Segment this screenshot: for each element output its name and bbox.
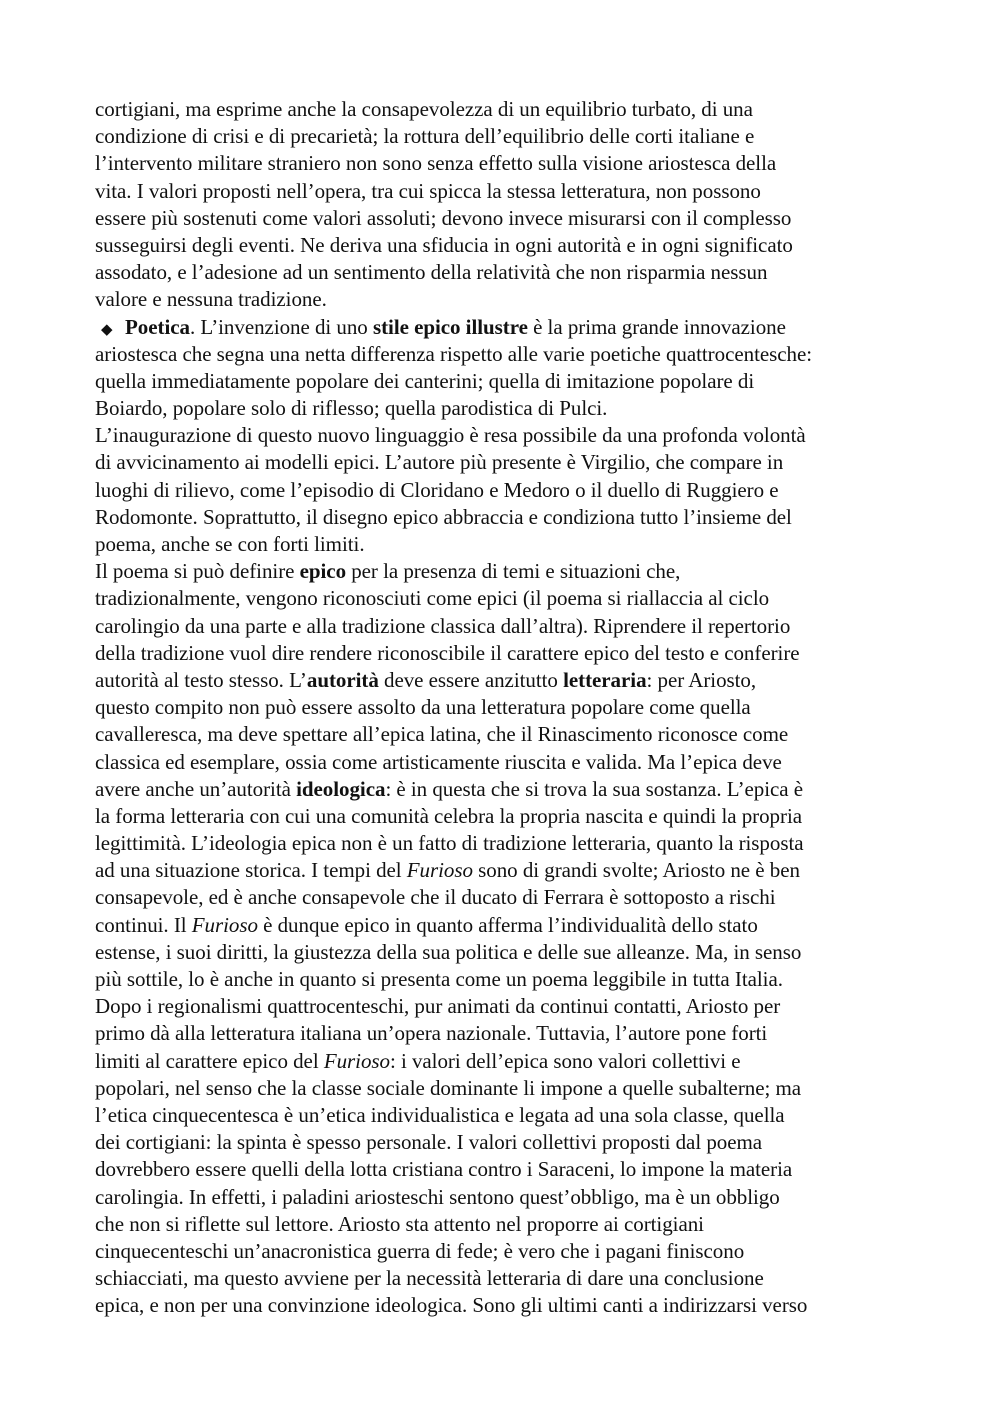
text-run: primo dà alla letteratura italiana un’opera nazionale. Tuttavia, l’autore pone forti: [95, 1021, 768, 1046]
text-run: : i valori dell’epica sono valori collettivi e: [389, 1048, 741, 1073]
italic-text: Furioso: [191, 912, 258, 937]
text-line: [95, 1211, 925, 1238]
text-run: quella immediatamente popolare dei canterini; quella di imitazione popolare di: [95, 368, 755, 393]
text-line: [95, 613, 925, 640]
text-line: [95, 232, 925, 259]
text-line: [95, 150, 925, 177]
text-run: vita. I valori proposti nell’opera, tra cui spicca la stessa letteratura, non possono: [95, 178, 761, 203]
text-run: susseguirsi degli eventi. Ne deriva una sfiducia in ogni autorità e in ogni significato: [95, 232, 793, 257]
text-line: [95, 857, 925, 884]
text-run: estense, i suoi diritti, la giustezza della sua politica e delle sue alleanze. Ma, in senso: [95, 939, 802, 964]
italic-text: Furioso: [406, 858, 473, 883]
text-run: Il poema si può definire: [95, 559, 300, 584]
text-line: [95, 721, 925, 748]
text-run: Boiardo, popolare solo di riflesso; quella parodistica di Pulci.: [95, 396, 608, 421]
text-run: di avvicinamento ai modelli epici. L’autore più presente è Virgilio, che compare in: [95, 450, 784, 475]
text-run: condizione di crisi e di precarietà; la rottura dell’equilibrio delle corti italiane e: [95, 124, 755, 149]
text-run: luoghi di rilievo, come l’episodio di Cloridano e Medoro o il duello di Ruggiero e: [95, 477, 779, 502]
bold-text: autorità: [306, 667, 379, 692]
text-line: [95, 1238, 925, 1265]
text-run: cavalleresca, ma deve spettare all’epica latina, che il Rinascimento riconosce come: [95, 722, 789, 747]
text-line: [95, 640, 925, 667]
text-run: l’intervento militare straniero non sono senza effetto sulla visione ariostesca della: [95, 151, 777, 176]
text-line: [95, 912, 925, 939]
text-line: [95, 776, 925, 803]
text-line: [95, 939, 925, 966]
text-run: autorità al testo stesso. L’: [95, 667, 307, 692]
bold-text: epico: [299, 559, 347, 584]
text-line: [95, 1292, 925, 1319]
text-line: [95, 993, 925, 1020]
text-run: consapevole, ed è anche consapevole che il ducato di Ferrara è sottoposto a rischi: [95, 885, 776, 910]
document-page: [95, 96, 925, 1319]
text-line: [95, 830, 925, 857]
text-run: ad una situazione storica. I tempi del: [95, 858, 407, 883]
bold-text: stile epico illustre: [372, 314, 528, 339]
text-line: [95, 803, 925, 830]
text-line: [95, 966, 925, 993]
text-run: limiti al carattere epico del: [95, 1048, 324, 1073]
text-run: cinquecenteschi un’anacronistica guerra di fede; è vero che i pagani finiscono: [95, 1238, 745, 1263]
text-line: [95, 1075, 925, 1102]
text-line: [95, 449, 925, 476]
text-line: [95, 205, 925, 232]
text-run: schiacciati, ma questo avviene per la necessità letteraria di dare una conclusione: [95, 1266, 764, 1291]
text-run: che non si riflette sul lettore. Ariosto sta attento nel proporre ai cortigiani: [95, 1211, 704, 1236]
text-run: è la prima grande innovazione: [527, 314, 786, 339]
bold-text: letteraria: [563, 667, 647, 692]
text-line: [95, 341, 925, 368]
text-run: carolingia. In effetti, i paladini ariosteschi sentono quest’obbligo, ma è un obbligo: [95, 1184, 780, 1209]
text-run: . L’invenzione di uno: [189, 314, 373, 339]
text-line: [95, 585, 925, 612]
text-run: poema, anche se con forti limiti.: [95, 532, 365, 556]
text-run: Dopo i regionalismi quattrocenteschi, pur animati da continui contatti, Ariosto per: [95, 994, 781, 1019]
text-line: [95, 558, 925, 585]
text-run: carolingio da una parte e alla tradizione classica dall’altra). Riprendere il repertorio: [95, 613, 791, 638]
text-run: continui. Il: [95, 912, 192, 937]
text-run: valore e nessuna tradizione.: [95, 287, 327, 312]
bold-text: ideologica: [296, 776, 386, 801]
text-run: tradizionalmente, vengono riconosciuti come epici (il poema si riallaccia al ciclo: [95, 586, 770, 611]
text-run: dei cortigiani: la spinta è spesso personale. I valori collettivi proposti dal poema: [95, 1130, 763, 1155]
text-line: [95, 1048, 925, 1075]
text-run: sono di grandi svolte; Ariosto ne è ben: [472, 858, 800, 883]
text-line: [95, 1265, 925, 1292]
text-line: [95, 1129, 925, 1156]
text-run: : per Ariosto,: [646, 667, 757, 692]
text-line: [95, 395, 925, 422]
text-run: assodato, e l’adesione ad un sentimento della relatività che non risparmia nessun: [95, 260, 768, 285]
text-run: legittimità. L’ideologia epica non è un fatto di tradizione letteraria, quanto la risposta: [95, 831, 804, 856]
text-run: L’inaugurazione di questo nuovo linguaggio è resa possibile da una profonda volontà: [95, 423, 806, 448]
text-run: l’etica cinquecentesca è un’etica individualistica e legata ad una sola classe, quella: [95, 1102, 785, 1127]
text-run: deve essere anzitutto: [378, 667, 564, 692]
text-run: è dunque epico in quanto afferma l’individualità dello stato: [257, 912, 758, 937]
text-line: [95, 531, 925, 558]
text-line: [95, 178, 925, 205]
text-line: [95, 286, 925, 313]
bold-text: Poetica: [125, 314, 190, 339]
text-run: la forma letteraria con cui una comunità celebra la propria nascita e quindi la propria: [95, 803, 802, 828]
text-run: popolari, nel senso che la classe sociale dominante li impone a quelle subalterne; ma: [95, 1075, 802, 1100]
text-run: : è in questa che si trova la sua sostanza. L’epica è: [385, 776, 804, 801]
text-line: [95, 1184, 925, 1211]
text-line: [95, 504, 925, 531]
text-run: classica ed esemplare, ossia come artisticamente riuscita e valida. Ma l’epica deve: [95, 749, 782, 774]
text-line: [95, 667, 925, 694]
text-line: [95, 749, 925, 776]
text-line: [95, 477, 925, 504]
text-line: [95, 422, 925, 449]
text-run: epica, e non per una convinzione ideologica. Sono gli ultimi canti a indirizzarsi verso: [95, 1293, 808, 1318]
text-line: [95, 1102, 925, 1129]
text-run: avere anche un’autorità: [95, 776, 297, 801]
text-run: dovrebbero essere quelli della lotta cristiana contro i Saraceni, lo impone la materia: [95, 1157, 793, 1182]
text-run: per la presenza di temi e situazioni che,: [346, 559, 681, 584]
text-run: cortigiani, ma esprime anche la consapevolezza di un equilibrio turbato, di una: [95, 97, 753, 121]
text-line: [95, 884, 925, 911]
text-line: [95, 1156, 925, 1183]
italic-text: Furioso: [323, 1048, 390, 1073]
text-line: [95, 259, 925, 286]
text-line: [95, 694, 925, 721]
text-line: [95, 314, 925, 341]
text-run: essere più sostenuti come valori assoluti; devono invece misurarsi con il complesso: [95, 205, 792, 230]
diamond-bullet-icon: ◆: [101, 321, 113, 338]
text-run: questo compito non può essere assolto da una letteratura popolare come quella: [95, 695, 751, 720]
text-line: [95, 123, 925, 150]
text-run: più sottile, lo è anche in quanto si presenta come un poema leggibile in tutta Italia.: [95, 967, 783, 991]
text-run: ariostesca che segna una netta differenza rispetto alle varie poetiche quattrocentesche:: [95, 341, 813, 366]
text-run: Rodomonte. Soprattutto, il disegno epico abbraccia e condiziona tutto l’insieme del: [95, 504, 792, 529]
text-line: [95, 96, 925, 123]
text-line: [95, 1020, 925, 1047]
text-run: della tradizione vuol dire rendere riconoscibile il carattere epico del testo e conferire: [95, 640, 800, 665]
text-line: [95, 368, 925, 395]
